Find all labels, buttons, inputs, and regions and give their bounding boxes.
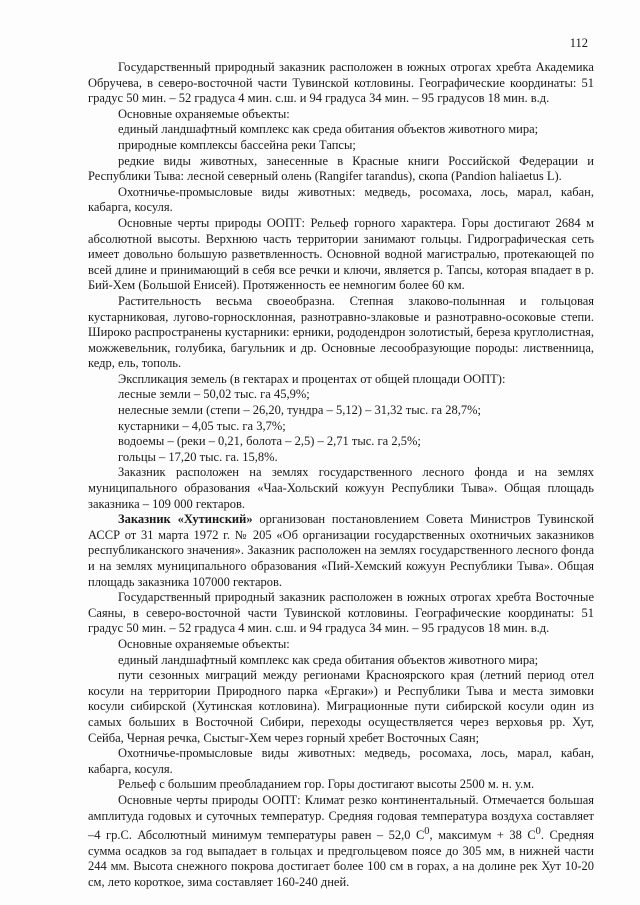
paragraph-vegetation: Растительность весьма своеобразна. Степная злаково-полынная и гольцовая кустарниковая, лугово-горносклонная, разнотравно-злаковые и разнотравно-осоковые степи. Широко распространены кустарники: ерники, рододендрон золотистый, береза круглолистная, можжевельник, голубика, багульник и др. Основные лесообразующие породы: лиственница, кедр, ель, тополь. <box>88 293 594 371</box>
list-item: единый ландшафтный комплекс как среда обитания объектов животного мира; <box>118 652 539 667</box>
list-item: природные комплексы бассейна реки Тапсы; <box>118 137 356 152</box>
page-number: 112 <box>569 36 588 50</box>
degree-mark: 0 <box>535 826 541 838</box>
list-item: кустарники – 4,05 тыс. га 3,7%; <box>118 418 286 433</box>
list-item: водоемы – (реки – 0,21, болота – 2,5) – 2,71 тыс. га 2,5%; <box>118 434 421 449</box>
list-item: пути сезонных миграций между регионами Красноярского края (летний период отел косули на территории Природного парка «Ергаки») и Республики Тыва и места зимовки косули сибирской (Хутинская котловина). Миграционные пути сибирской косули один из самых больших в Восточной Сибири, переходы осуществляется через верховья рр. Хут, Сейба, Черная речка, Сыстыг-Хем через горный хребет Восточных Саян; <box>88 668 594 745</box>
degree-mark: 0 <box>424 826 430 838</box>
list-item: нелесные земли (степи – 26,20, тундра – 5,12) – 31,32 тыс. га 28,7%; <box>118 403 481 418</box>
climate-text: , максимум + 38 С <box>429 828 536 843</box>
list-item: гольцы – 17,20 тыс. га. 15,8%. <box>118 449 278 464</box>
paragraph-nature: Основные черты природы ООПТ: Рельеф горного характера. Горы достигают 2684 м абсолютной высоты. Верхнюю часть территории занимают гольцы. Гидрографическая сеть имеет довольно большую разветвленность. Основной водной магистралью, протекающей по всей длине и принимающий в себя все речки и ключи, является р. Тапсы, которая впадает в р. Бий-Хем (Большой Енисей). Протяженность ее немногим более 60 км. <box>88 215 594 293</box>
list-item: единый ландшафтный комплекс как среда обитания объектов животного мира; <box>118 122 539 137</box>
paragraph-objects-heading-2: Основные охраняемые объекты: <box>118 636 290 651</box>
paragraph-objects-heading: Основные охраняемые объекты: <box>118 106 290 121</box>
paragraph-climate <box>88 793 594 891</box>
list-item: редкие виды животных, занесенные в Красные книги Российской Федерации и Республики Тыва: лесной северный олень (Rangifer tarandus), скопа (Pandion haliaetus L). <box>88 153 594 184</box>
paragraph-relief: Рельеф с большим преобладанием гор. Горы достигают высоты 2500 м. н. у.м. <box>118 777 535 792</box>
paragraph-location: Государственный природный заказник расположен в южных отрогах хребта Академика Обручева, в северо-восточной части Тувинской котловины. Географические координаты: 51 градус 50 мин. – 52 градуса 4 мин. с.ш. и 94 градуса 34 мин. – 95 градусов 18 мин. в.д. <box>88 60 594 106</box>
climate-text: . Средняя сумма осадков за год выпадает в гольцах и предгольцевом поясе до 305 мм, в нижней части 244 мм. Высота снежного покрова достигает более 100 см в горах, а на долине рек Хут 10-20 см, лето короткое, зима составляет 160-240 дней. <box>88 828 594 890</box>
paragraph-game-species-2: Охотничье-промысловые виды животных: медведь, росомаха, лось, марал, кабан, кабарга, косуля. <box>88 746 594 776</box>
paragraph-land-explication: Экспликация земель (в гектарах и процентах от общей площади ООПТ): <box>118 371 506 386</box>
list-item: лесные земли – 50,02 тыс. га 45,9%; <box>118 387 310 402</box>
khutinsky-term: Заказник «Хутинский» <box>118 512 253 527</box>
paragraph-land-area: Заказник расположен на землях государственного лесного фонда и на землях муниципального образования «Чаа-Хольский кожуун Республики Тыва». Общая площадь заказника – 109 000 гектаров. <box>88 465 594 511</box>
khutinsky-text: организован постановлением Совета Министров Тувинской АССР от 31 марта 1972 г. № 205 «Об организации государственных охотничьих заказников республиканского значения». Заказник расположен на землях государственного лесного фонда и на землях муниципального образования «Пий-Хемский кожуун Республики Тыва». Общая площадь заказника 107000 гектаров. <box>88 512 594 589</box>
page-body <box>88 60 594 891</box>
climate-text: Основные черты природы ООПТ: Климат резко континентальный. Отмечается большая амплитуда годовых и суточных температур. Средняя годовая температура воздуха составляет –4 гр.С. Абсолютный минимум температуры равен – 52,0 С <box>88 792 594 843</box>
paragraph-location-2: Государственный природный заказник расположен в южных отрогах хребта Восточные Саяны, в северо-восточной части Тувинской котловины. Географические координаты: 51 градус 50 мин. – 52 градуса 4 мин. с.ш. и 94 градуса 34 мин. – 95 градусов 18 мин. в.д. <box>88 590 594 636</box>
paragraph-khutinsky <box>88 512 594 590</box>
paragraph-game-species: Охотничье-промысловые виды животных: медведь, росомаха, лось, марал, кабан, кабарга, косуля. <box>88 184 594 215</box>
